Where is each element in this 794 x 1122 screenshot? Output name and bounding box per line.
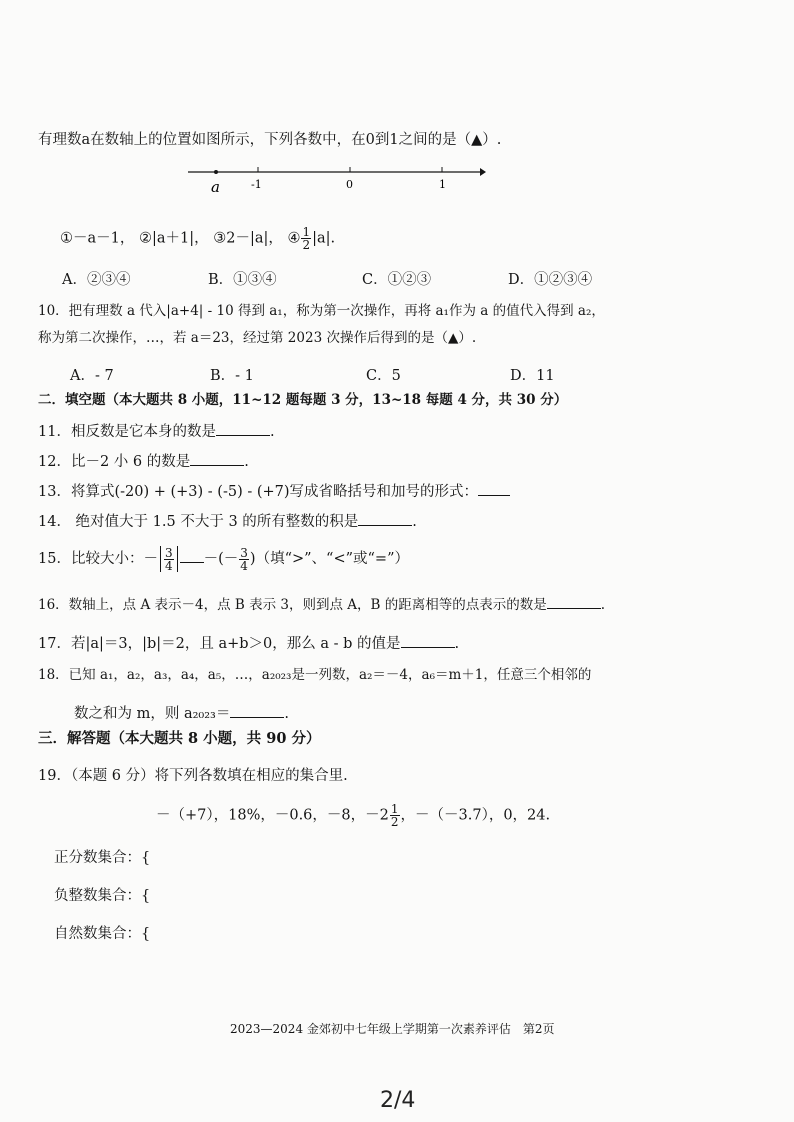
q11-answer-blank[interactable] — [216, 421, 270, 436]
fraction-denominator: 4 — [240, 558, 248, 573]
tick-label-neg1: -1 — [251, 178, 262, 191]
q9-expr-1: ①－a－1， — [60, 230, 135, 247]
q12-end: . — [244, 454, 249, 470]
page-footer: 2023—2024 金郊初中七年级上学期第一次素养评估 第2页 — [230, 1022, 555, 1036]
abs-bar-right — [177, 546, 178, 572]
q15-fraction-2 — [239, 547, 249, 572]
abs-bar-left — [160, 546, 161, 572]
set-positive-fractions[interactable]: 正分数集合：{ — [54, 850, 151, 866]
fraction-numerator: 1 — [390, 802, 399, 816]
q19-numbers — [156, 803, 550, 828]
q16 — [38, 594, 605, 615]
number-line-arrow — [480, 168, 486, 176]
q9-option-d: D．①②③④ — [508, 272, 593, 288]
q9-expr-4-fraction — [301, 226, 311, 251]
q10-option-c: C．5 — [366, 368, 401, 384]
q12-answer-blank[interactable] — [190, 451, 244, 466]
q19-numbers-prefix: －（+7），18%，－0.6，－8，－2 — [156, 807, 389, 824]
q15-fraction-1 — [164, 547, 174, 572]
q19-mixed-fraction — [390, 803, 400, 828]
q10-option-b: B．- 1 — [210, 368, 254, 384]
q11-end: . — [269, 424, 275, 440]
tick-label-1: 1 — [439, 178, 446, 191]
q19-numbers-suffix: ，－（－3.7），0，24. — [400, 807, 551, 824]
q18-end: . — [284, 706, 289, 722]
q10-line-1: 10．把有理数 a 代入|a+4| - 10 得到 a₁，称为第一次操作，再将 a₁作为 a 的值代入得到 a₂， — [38, 303, 605, 319]
set-negative-integers[interactable]: 负整数集合：{ — [54, 888, 151, 904]
q14-end: . — [412, 514, 417, 530]
q12-text: 12．比－2 小 6 的数是 — [38, 454, 191, 470]
q13-text: 13．将算式(-20) + (+3) - (-5) - (+7)写成省略括号和加号的形式： — [38, 484, 479, 500]
q18-line-1: 18．已知 a₁，a₂，a₃，a₄，a₅，…，a₂₀₂₃是一列数，a₂＝－4，a₆＝m＋1，任意三个相邻的 — [38, 667, 592, 683]
page-number: 2/4 — [380, 1088, 416, 1113]
q16-answer-blank[interactable] — [547, 594, 601, 609]
q12 — [38, 451, 249, 472]
q9-expr-4-suffix: |a|. — [312, 230, 336, 247]
q9-expr-4-prefix: ④ — [287, 230, 301, 247]
q9-option-c: C．①②③ — [362, 272, 432, 288]
q10-line-2: 称为第二次操作，…，若 a＝23，经过第 2023 次操作后得到的是（▲）. — [38, 330, 477, 346]
q11-text: 11．相反数是它本身的数是 — [38, 424, 216, 440]
q9-option-a: A．②③④ — [62, 272, 131, 288]
fraction-denominator: 2 — [302, 238, 311, 252]
q15-suffix: )（填“>”、“<”或“=”） — [249, 551, 409, 567]
q17-text: 17．若|a|＝3，|b|＝2，且 a+b＞0，那么 a - b 的值是 — [38, 636, 401, 652]
q17 — [38, 633, 459, 654]
q9-expressions — [60, 226, 335, 251]
fraction-numerator: 3 — [164, 545, 173, 560]
q17-end: . — [454, 636, 460, 652]
q11 — [38, 421, 275, 442]
q9-option-b: B．①③④ — [208, 272, 277, 288]
q10-option-a: A．- 7 — [70, 368, 114, 384]
q15 — [38, 546, 409, 572]
q14-text: 14． 绝对值大于 1.5 不大于 3 的所有整数的积是 — [38, 514, 359, 530]
tick-label-0: 0 — [346, 178, 353, 191]
q10-option-d: D．11 — [510, 368, 555, 384]
section-3-heading: 三．解答题（本大题共 8 小题，共 90 分） — [38, 730, 321, 747]
fraction-numerator: 3 — [240, 545, 248, 560]
number-line — [180, 160, 490, 198]
q13-answer-blank[interactable] — [478, 481, 510, 496]
q15-answer-blank[interactable] — [180, 548, 204, 563]
q18-text: 数之和为 m，则 a₂₀₂₃＝ — [74, 706, 231, 722]
q13 — [38, 481, 510, 502]
point-a-dot — [214, 170, 218, 174]
q15-prefix: 15．比较大小：－ — [38, 551, 158, 567]
q9-stem: 有理数a在数轴上的位置如图所示，下列各数中，在0到1之间的是（▲）. — [38, 132, 502, 148]
q19-stem: 19．（本题 6 分）将下列各数填在相应的集合里. — [38, 768, 348, 784]
q9-expr-2: ②|a＋1|， — [138, 230, 209, 247]
q15-mid: －(－ — [203, 551, 239, 567]
q17-answer-blank[interactable] — [401, 633, 455, 648]
section-2-heading: 二．填空题（本大题共 8 小题，11~12 题每题 3 分，13~18 每题 4 分，共 30 分） — [38, 392, 568, 408]
q18-line-2 — [74, 703, 289, 724]
point-a-label: a — [211, 178, 220, 196]
fraction-denominator: 4 — [164, 558, 173, 573]
q18-answer-blank[interactable] — [230, 703, 284, 718]
q14 — [38, 511, 417, 532]
fraction-denominator: 2 — [390, 815, 399, 829]
q16-text: 16．数轴上，点 A 表示－4，点 B 表示 3，则到点 A，B 的距离相等的点表示的数是 — [38, 597, 547, 613]
set-natural-numbers[interactable]: 自然数集合：{ — [54, 926, 151, 942]
q9-expr-3: ③2－|a|， — [213, 230, 283, 247]
fraction-numerator: 1 — [302, 225, 311, 239]
q16-end: . — [600, 597, 606, 613]
q14-answer-blank[interactable] — [358, 511, 412, 526]
